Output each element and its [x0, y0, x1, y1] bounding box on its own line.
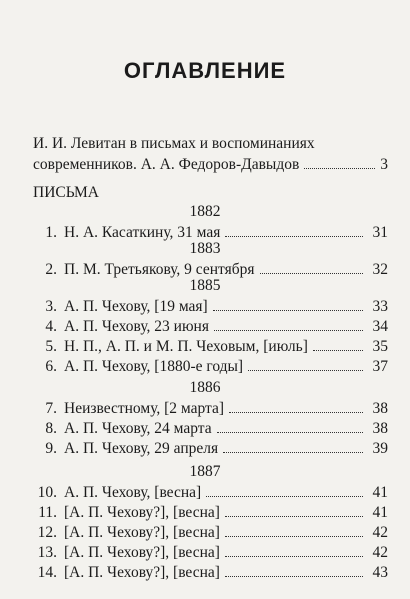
- entry-title: Неизвестному, [2 марта]: [64, 400, 225, 417]
- entry-title: А. П. Чехову, [весна]: [64, 484, 202, 501]
- toc-entry: [33, 504, 388, 522]
- entry-number: 12.: [37, 524, 57, 541]
- leader-dots: [225, 576, 363, 577]
- page-title: ОГЛАВЛЕНИЕ: [123, 58, 287, 83]
- toc-entry: [33, 400, 388, 418]
- intro-line-1: И. И. Левитан в письмах и воспоминаниях: [33, 135, 315, 152]
- entry-number: 3.: [45, 298, 57, 315]
- entry-title: Н. П., А. П. и М. П. Чеховым, [июль]: [64, 338, 308, 355]
- entry-page-number: 41: [372, 484, 388, 501]
- entry-title: А. П. Чехову, [1880-е годы]: [64, 358, 244, 375]
- toc-entry: [33, 420, 388, 438]
- toc-entry: [33, 358, 388, 376]
- entry-number: 11.: [38, 504, 57, 521]
- entry-title: П. М. Третьякову, 9 сентября: [64, 261, 255, 278]
- entry-number: 13.: [37, 544, 57, 561]
- intro-page-number: 3: [380, 156, 388, 173]
- leader-dots: [223, 452, 363, 453]
- entry-title: [А. П. Чехову?], [весна]: [64, 544, 220, 561]
- entry-number: 5.: [45, 338, 57, 355]
- entry-number: 10.: [37, 484, 57, 501]
- leader-dots: [213, 310, 363, 311]
- toc-intro-entry: [33, 133, 388, 175]
- entry-number: 14.: [37, 564, 57, 581]
- entry-title: Н. А. Касаткину, 31 мая: [64, 224, 221, 241]
- leader-dots: [225, 556, 363, 557]
- entry-number: 8.: [45, 420, 57, 437]
- leader-dots: [217, 432, 363, 433]
- intro-line-2: современников. А. А. Федоров-Давыдов: [33, 156, 300, 173]
- leader-dots: [248, 370, 363, 371]
- entry-page-number: 37: [372, 358, 388, 375]
- entry-title: А. П. Чехову, 29 апреля: [64, 440, 219, 457]
- entry-page-number: 32: [372, 261, 388, 278]
- toc-entry: [33, 338, 388, 356]
- entry-number: 7.: [45, 400, 57, 417]
- entry-page-number: 38: [372, 420, 388, 437]
- entry-page-number: 41: [372, 504, 388, 521]
- leader-dots: [225, 516, 363, 517]
- entry-page-number: 42: [372, 544, 388, 561]
- section-heading: ПИСЬМА: [33, 184, 99, 201]
- entry-page-number: 38: [372, 400, 388, 417]
- leader-dots: [229, 412, 363, 413]
- entry-number: 9.: [45, 440, 57, 457]
- entry-page-number: 31: [372, 224, 388, 241]
- entry-title: [А. П. Чехову?], [весна]: [64, 504, 220, 521]
- leader-dots: [225, 536, 363, 537]
- entry-page-number: 35: [372, 338, 388, 355]
- entry-page-number: 42: [372, 524, 388, 541]
- toc-entry: [33, 564, 388, 582]
- toc-entry: [33, 298, 388, 316]
- leader-dots: [260, 273, 363, 274]
- entry-number: 1.: [45, 224, 57, 241]
- year-heading: 1886: [189, 379, 221, 396]
- entry-number: 6.: [45, 358, 57, 375]
- toc-entry: [33, 484, 388, 502]
- entry-page-number: 34: [372, 318, 388, 335]
- toc-entry: [33, 440, 388, 458]
- entry-title: [А. П. Чехову?], [весна]: [64, 564, 220, 581]
- leader-dots: [313, 350, 363, 351]
- year-heading: 1885: [189, 277, 221, 294]
- entry-title: [А. П. Чехову?], [весна]: [64, 524, 220, 541]
- leader-dots: [214, 330, 363, 331]
- leader-dots: [225, 236, 363, 237]
- entry-title: А. П. Чехову, [19 мая]: [64, 298, 208, 315]
- entry-page-number: 33: [372, 298, 388, 315]
- year-heading: 1882: [189, 203, 221, 220]
- entry-page-number: 43: [372, 564, 388, 581]
- leader-dots: [304, 168, 375, 169]
- entry-page-number: 39: [372, 440, 388, 457]
- entry-title: А. П. Чехову, 24 марта: [64, 420, 212, 437]
- entry-number: 2.: [45, 261, 57, 278]
- toc-entry: [33, 524, 388, 542]
- year-heading: 1883: [189, 240, 221, 257]
- year-heading: 1887: [189, 463, 221, 480]
- toc-entry: [33, 544, 388, 562]
- entry-number: 4.: [45, 318, 57, 335]
- toc-entry: [33, 318, 388, 336]
- leader-dots: [206, 496, 363, 497]
- entry-title: А. П. Чехову, 23 июня: [64, 318, 209, 335]
